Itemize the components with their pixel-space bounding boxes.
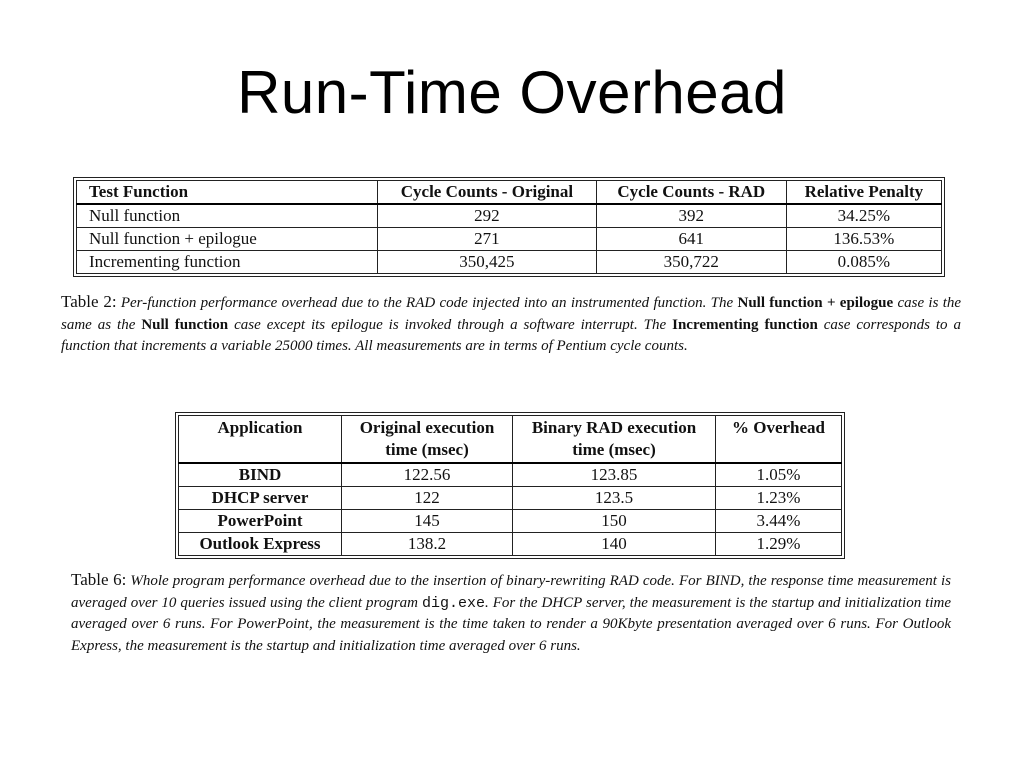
table-cell: 122 — [342, 487, 513, 510]
table-cell: 350,722 — [596, 251, 786, 274]
table-cell: 123.5 — [513, 487, 716, 510]
column-header — [513, 416, 716, 464]
table-cell: 392 — [596, 204, 786, 228]
table-cell: 271 — [378, 228, 597, 251]
caption-label: Table 2: — [61, 292, 117, 311]
caption-text: . For the DHCP server, the measurement is the startup and initialization time averaged over 6 runs. For PowerPoint, the measurement is the time taken to render a 90Kbyte presentation averaged over 6 runs. For Outlook Express, the measurement is the startup and initialization time averaged over 6 runs. — [71, 594, 951, 654]
cycle-count-table — [76, 180, 942, 274]
caption-label: Table 6: — [71, 570, 127, 589]
application-overhead-table — [178, 415, 842, 556]
caption-text: case corresponds to a function that increments a variable 25000 times. All measurements are in terms of Pentium cycle counts. — [61, 316, 962, 354]
header-line: Original execution — [359, 418, 495, 437]
table-header-row — [179, 416, 842, 464]
table-row — [179, 487, 842, 510]
caption-text: Per-function performance overhead due to the RAD code injected into an instrumented function. The — [120, 295, 734, 311]
table-cell: Null function + epilogue — [77, 228, 378, 251]
column-header — [179, 416, 342, 464]
table-cell: 34.25% — [786, 204, 941, 228]
header-line: Binary RAD execution — [531, 418, 697, 437]
caption-text: case is the same as the — [61, 295, 962, 333]
table-cell: 0.085% — [786, 251, 941, 274]
caption-text: Whole program performance overhead due to the insertion of binary-rewriting RAD code. For BIND, the response time measurement is averaged over 10 queries issued using the client program — [71, 573, 952, 611]
table-caption — [61, 291, 961, 358]
caption-text: case except its epilogue is invoked through a software interrupt. The — [234, 316, 667, 333]
table-cell: 150 — [513, 510, 716, 533]
table-cell: Outlook Express — [179, 533, 342, 556]
column-header: Test Function — [77, 181, 378, 205]
table-cell: 3.44% — [716, 510, 842, 533]
table-cell: DHCP server — [179, 487, 342, 510]
table-row — [179, 463, 842, 487]
caption-term: Incrementing function — [672, 316, 818, 333]
table-caption — [71, 569, 951, 657]
table-row — [77, 204, 942, 228]
table-row — [77, 251, 942, 274]
table-cell: Null function — [77, 204, 378, 228]
caption-code: dig.exe — [422, 594, 486, 612]
header-line: time (msec) — [572, 440, 656, 459]
table-cell: 138.2 — [342, 533, 513, 556]
table-cell: 641 — [596, 228, 786, 251]
table-row — [77, 228, 942, 251]
table-row — [179, 510, 842, 533]
column-header — [342, 416, 513, 464]
table-cell: Incrementing function — [77, 251, 378, 274]
caption-term: Null function — [141, 316, 229, 333]
column-header: Cycle Counts - RAD — [596, 181, 786, 205]
table-cell: BIND — [179, 463, 342, 487]
table-row — [179, 533, 842, 556]
header-line: time (msec) — [385, 440, 469, 459]
table-cell: 122.56 — [342, 463, 513, 487]
column-header: Cycle Counts - Original — [378, 181, 597, 205]
table-header-row — [77, 181, 942, 205]
table-cell: 292 — [378, 204, 597, 228]
table-cell: 123.85 — [513, 463, 716, 487]
table-cell: 136.53% — [786, 228, 941, 251]
table-cell: 145 — [342, 510, 513, 533]
table-cell: 350,425 — [378, 251, 597, 274]
header-line: % Overhead — [731, 418, 826, 437]
caption-term: Null function + epilogue — [737, 295, 894, 311]
table-cell: 1.23% — [716, 487, 842, 510]
table-cell: 1.29% — [716, 533, 842, 556]
column-header: Relative Penalty — [786, 181, 941, 205]
table-cell: 140 — [513, 533, 716, 556]
header-line: Application — [217, 418, 303, 437]
table-cell: 1.05% — [716, 463, 842, 487]
column-header — [716, 416, 842, 464]
table-cell: PowerPoint — [179, 510, 342, 533]
slide-title: Run-Time Overhead — [237, 59, 787, 126]
